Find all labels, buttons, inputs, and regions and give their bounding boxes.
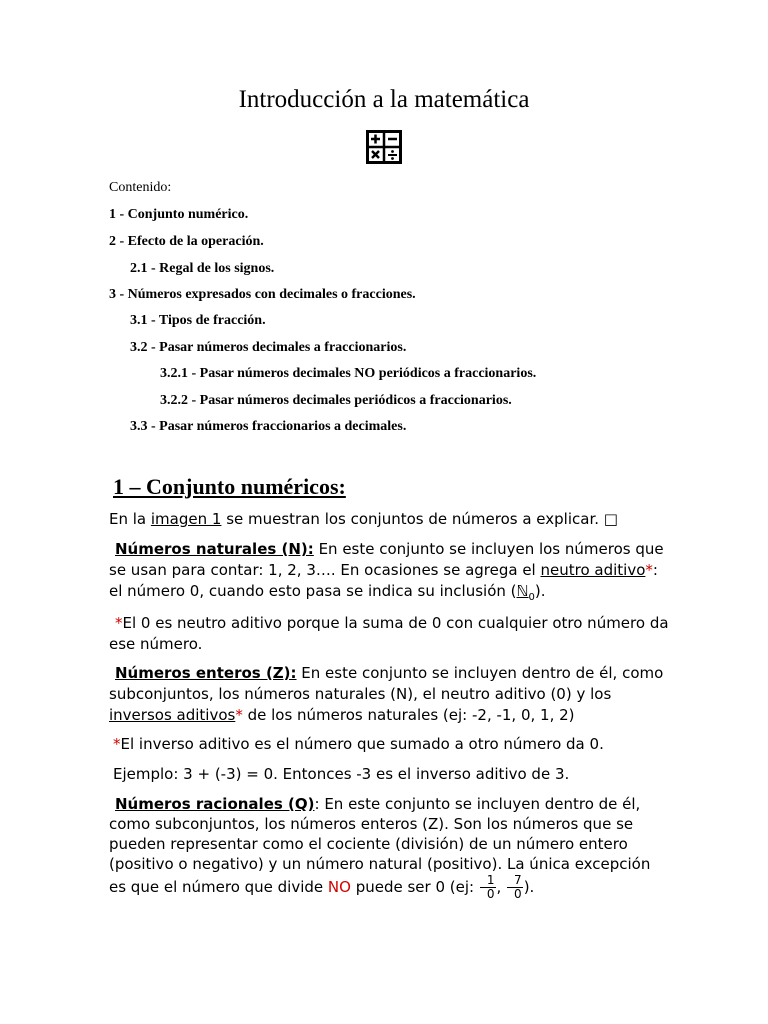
- toc-item-2[interactable]: 2 - Efecto de la operación.: [109, 234, 264, 249]
- footnote-star: *: [113, 735, 121, 753]
- footnote-star: *: [115, 614, 123, 632]
- racionales-text: En este conjunto se incluyen dentro de él, como subconjuntos, los números enteros (Z). Son los números que se pueden representar como el cociente (división) de un número entero (positivo o negativo) y un número natural (positivo). La única excepción es que el número que divide: [109, 795, 651, 896]
- toc-item-3-2-2[interactable]: 3.2.2 - Pasar números decimales periódicos a fraccionarios.: [160, 393, 512, 408]
- toc-item-1[interactable]: 1 - Conjunto numérico.: [109, 207, 249, 222]
- enteros-text-2: de los números naturales (ej: -2, -1, 0, 1, 2): [242, 706, 575, 724]
- intro-text: En la: [109, 510, 151, 528]
- enteros-paragraph: [109, 663, 669, 726]
- naturales-paragraph: [109, 539, 669, 608]
- intro-text-end: se muestran los conjuntos de números a explicar. □: [221, 510, 618, 528]
- note-inverso-aditivo: [109, 734, 669, 755]
- example-line: Ejemplo: 3 + (-3) = 0. Entonces -3 es el inverso aditivo de 3.: [113, 765, 570, 783]
- calculator-icon: [366, 130, 402, 164]
- note-neutro-aditivo: [109, 613, 669, 655]
- intro-paragraph: [109, 509, 669, 530]
- fraction-numerator: 7: [507, 874, 523, 888]
- fraction-7-over-0: [507, 874, 523, 901]
- note-inverso-text: El inverso aditivo es el número que sumado a otro número da 0.: [120, 735, 604, 753]
- naturales-text-3: ).: [534, 582, 546, 600]
- footnote-star: *: [645, 561, 653, 579]
- naturales-text-2: : el número 0, cuando esto pasa se indica su inclusión (: [109, 561, 658, 600]
- racionales-text-2: puede ser 0 (ej:: [350, 878, 479, 896]
- fraction-1-over-0: [480, 874, 496, 901]
- footnote-star: *: [235, 706, 243, 724]
- toc-item-3-1[interactable]: 3.1 - Tipos de fracción.: [130, 313, 266, 328]
- inversos-aditivos-link[interactable]: inversos aditivos: [109, 706, 236, 724]
- racionales-colon: :: [314, 795, 320, 813]
- toc-item-3-2-1[interactable]: 3.2.1 - Pasar números decimales NO periódicos a fraccionarios.: [160, 366, 537, 381]
- section-heading: 1 – Conjunto numéricos:: [113, 474, 346, 499]
- fraction-separator: ,: [496, 878, 507, 896]
- racionales-term: Números racionales (Q): [115, 795, 315, 813]
- toc-item-3-3[interactable]: 3.3 - Pasar números fraccionarios a decimales.: [130, 419, 407, 434]
- enteros-text: En este conjunto se incluyen dentro de él, como subconjuntos, los números naturales (N), el neutro aditivo (0) y los: [109, 664, 664, 703]
- note-neutro-text: El 0 es neutro aditivo porque la suma de 0 con cualquier otro número da ese número.: [109, 614, 669, 653]
- toc-item-3-2[interactable]: 3.2 - Pasar números decimales a fraccionarios.: [130, 340, 407, 355]
- enteros-term: Números enteros (Z):: [115, 664, 297, 682]
- naturales-symbol: ℕ: [516, 582, 529, 600]
- naturales-term: Números naturales (N):: [115, 540, 314, 558]
- racionales-text-3: ).: [523, 878, 535, 896]
- toc-item-3[interactable]: 3 - Números expresados con decimales o fracciones.: [109, 287, 416, 302]
- naturales-text: En este conjunto se incluyen los números que se usan para contar: 1, 2, 3…. En ocasiones se agrega el: [109, 540, 664, 579]
- fraction-numerator: 1: [480, 874, 496, 888]
- racionales-paragraph: [109, 794, 669, 901]
- toc-heading: Contenido:: [109, 180, 172, 195]
- naturales-zero-symbol: [516, 582, 535, 603]
- neutro-aditivo-link[interactable]: neutro aditivo: [540, 561, 646, 579]
- toc-item-2-1[interactable]: 2.1 - Regal de los signos.: [130, 261, 275, 276]
- page-title: Introducción a la matemática: [238, 86, 530, 113]
- image-1-link[interactable]: imagen 1: [150, 510, 222, 528]
- fraction-denominator: 0: [486, 887, 495, 901]
- no-emphasis: NO: [327, 878, 351, 896]
- naturales-subscript: 0: [528, 592, 535, 603]
- fraction-denominator: 0: [514, 887, 522, 901]
